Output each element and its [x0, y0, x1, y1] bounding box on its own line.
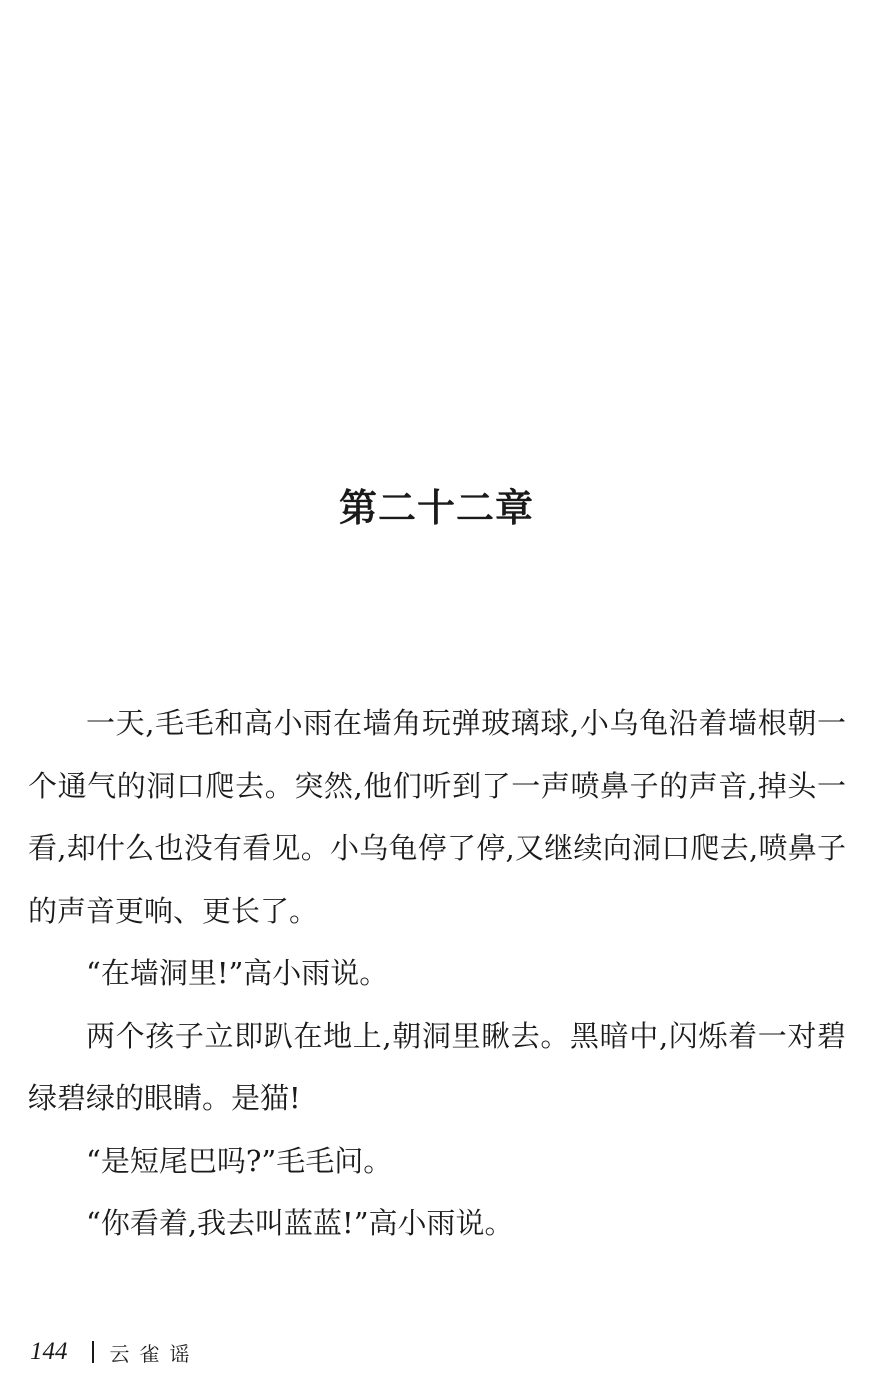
- footer-divider: [92, 1341, 94, 1363]
- book-title: 云雀谣: [109, 1341, 200, 1366]
- paragraph: “你看着,我去叫蓝蓝!”高小雨说。: [86, 1206, 514, 1240]
- paragraph: 一天,毛毛和高小雨在墙角玩弹玻璃球,小乌龟沿着墙根朝一个通气的洞口爬去。突然,他们听到了一声喷鼻子的声音,掉头一看,却什么也没有看见。小乌龟停了停,又继续向洞口爬去,喷鼻子的声音更响、更长了。: [28, 706, 846, 928]
- paragraph: 两个孩子立即趴在地上,朝洞里瞅去。黑暗中,闪烁着一对碧绿碧绿的眼睛。是猫!: [28, 1018, 846, 1115]
- paragraph: “是短尾巴吗?”毛毛问。: [86, 1143, 393, 1178]
- page-number: 144: [30, 1338, 68, 1365]
- chapter-body: [28, 692, 846, 1255]
- chapter-title: 第二十二章: [338, 486, 534, 530]
- page-footer: [30, 1332, 200, 1372]
- paragraph: “在墙洞里!”高小雨说。: [86, 956, 389, 990]
